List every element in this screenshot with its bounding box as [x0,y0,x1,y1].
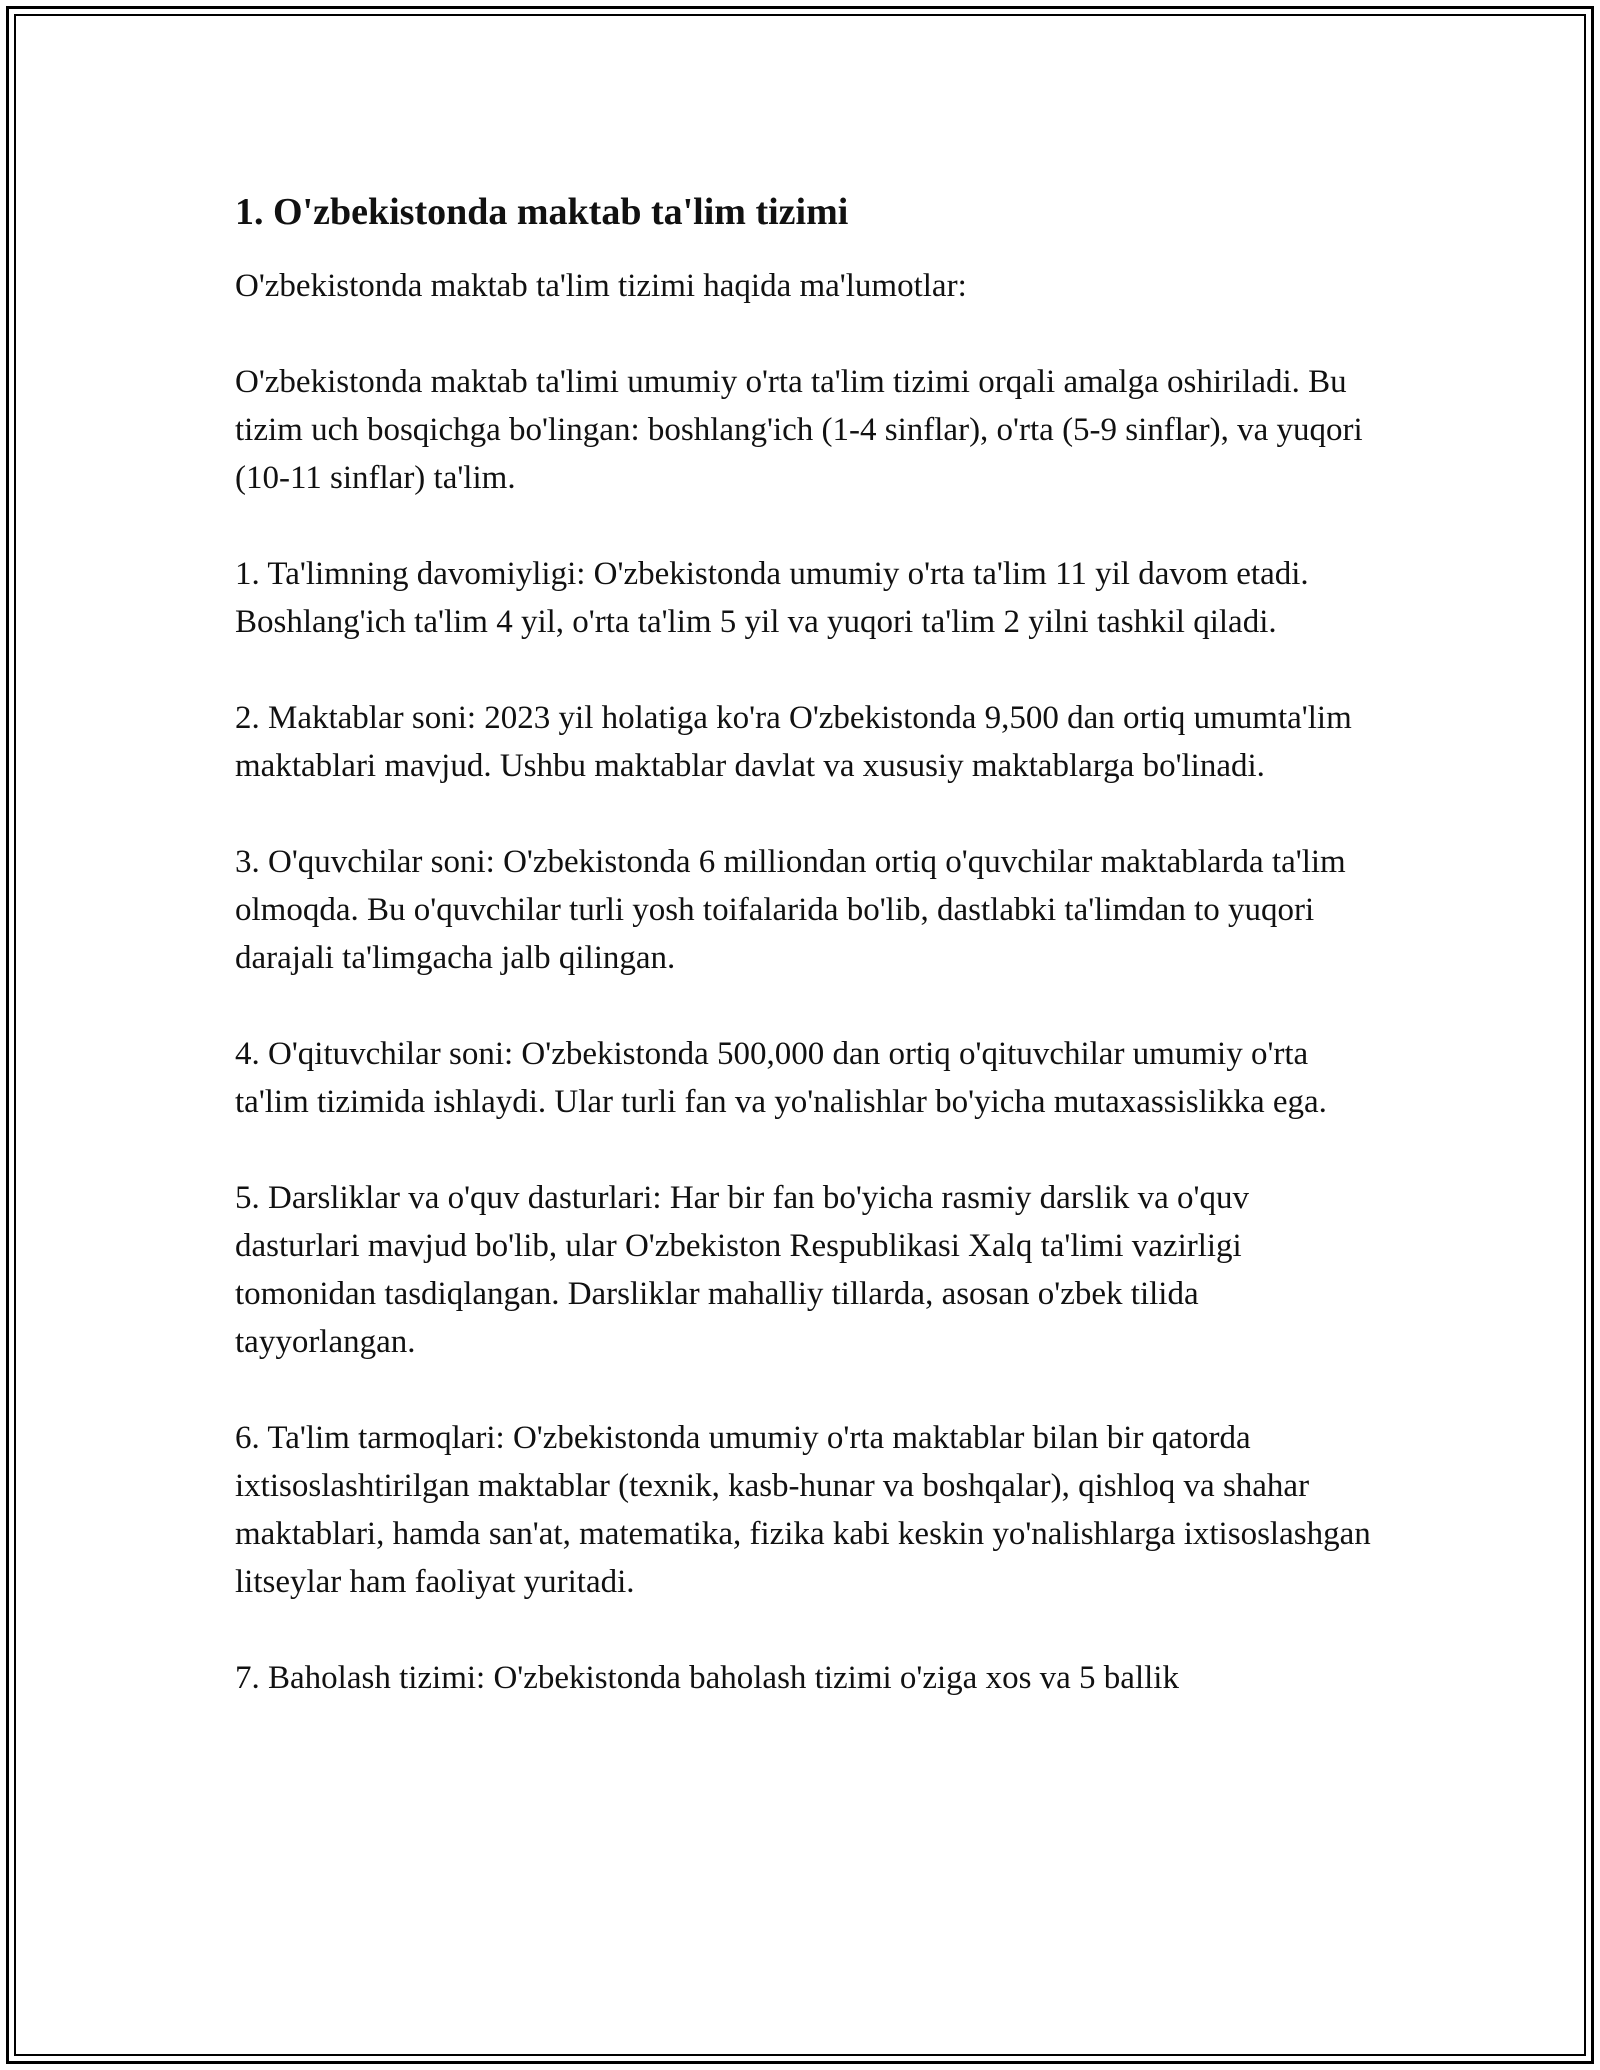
teachers-count-paragraph: 4. O'qituvchilar soni: O'zbekistonda 500,000 dan ortiq o'qituvchilar umumiy o'rta ta'lim tizimida ishlaydi. Ular turli fan va yo'nalishlar bo'yicha mutaxassislikka ega. [235,1036,1327,1120]
document-body [235,186,1375,1750]
intro-line: O'zbekistonda maktab ta'lim tizimi haqida ma'lumotlar: [235,268,967,304]
students-count-paragraph: 3. O'quvchilar soni: O'zbekistonda 6 milliondan ortiq o'quvchilar maktablarda ta'lim olmoqda. Bu o'quvchilar turli yosh toifalarida bo'lib, dastlabki ta'limdan to yuqori darajali ta'limgacha jalb qilingan. [235,844,1346,976]
overview-paragraph: O'zbekistonda maktab ta'limi umumiy o'rta ta'lim tizimi orqali amalga oshiriladi. Bu tizim uch bosqichga bo'lingan: boshlang'ich (1-4 sinflar), o'rta (5-9 sinflar), va yuqori (10-11 sinflar) ta'lim. [235,364,1363,496]
school-networks-paragraph: 6. Ta'lim tarmoqlari: O'zbekistonda umumiy o'rta maktablar bilan bir qatorda ixtisoslashtirilgan maktablar (texnik, kasb-hunar va boshqalar), qishloq va shahar maktablari, hamda san'at, matematika, fizika kabi keskin yo'nalishlarga ixtisoslashgan litseylar ham faoliyat yuritadi. [235,1420,1371,1600]
textbooks-paragraph: 5. Darsliklar va o'quv dasturlari: Har bir fan bo'yicha rasmiy darslik va o'quv dasturlari mavjud bo'lib, ular O'zbekiston Respublikasi Xalq ta'limi vazirligi tomonidan tasdiqlangan. Darsliklar mahalliy tillarda, asosan o'zbek tilida tayyorlangan. [235,1180,1249,1360]
document-title: 1. O'zbekistonda maktab ta'lim tizimi [235,191,849,233]
grading-paragraph: 7. Baholash tizimi: O'zbekistonda baholash tizimi o'ziga xos va 5 ballik [235,1660,1179,1696]
duration-paragraph: 1. Ta'limning davomiyligi: O'zbekistonda umumiy o'rta ta'lim 11 yil davom etadi. Boshlang'ich ta'lim 4 yil, o'rta ta'lim 5 yil va yuqori ta'lim 2 yilni tashkil qiladi. [235,556,1309,640]
schools-count-paragraph: 2. Maktablar soni: 2023 yil holatiga ko'ra O'zbekistonda 9,500 dan ortiq umumta'lim maktablari mavjud. Ushbu maktablar davlat va xususiy maktablarga bo'linadi. [235,700,1352,784]
